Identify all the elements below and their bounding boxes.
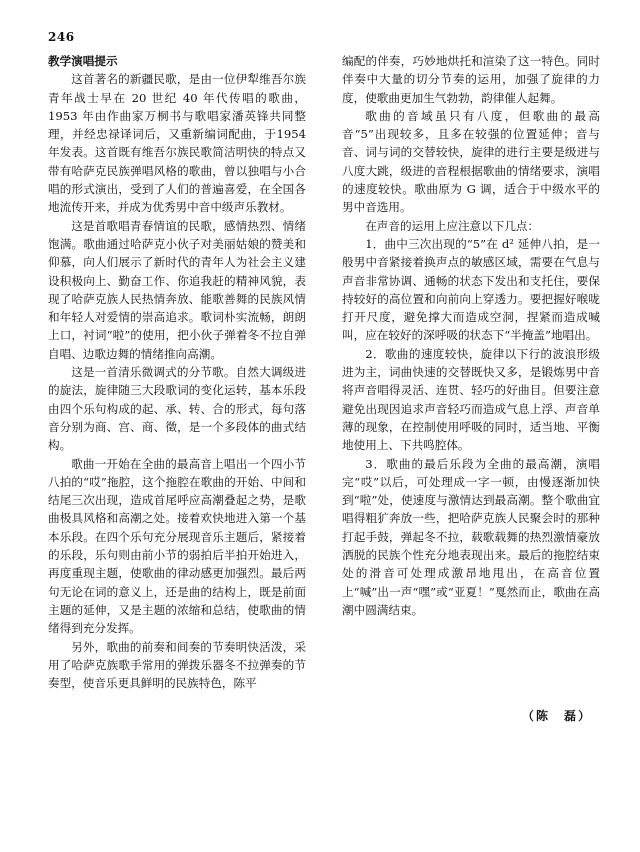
- paragraph: 2．歌曲的速度较快，旋律以下行的波浪形级进为主，词曲快速的交替既快又多，是锻炼男中音将声音唱得灵活、连贯、轻巧的好曲目。但要注意避免出现因追求声音轻巧而造成气息上浮、声音单薄的现象，在控制使用呼吸的同时，适当地、平衡地使用上、下共鸣腔体。: [342, 346, 600, 453]
- paragraph: 这首著名的新疆民歌，是由一位伊犁维吾尔族青年战士早在 20 世纪 40 年代传唱的歌曲，1953 年由作曲家万桐书与歌唱家潘英锋共同整理，并经忠禄译词后，又重新编词配曲，于1954年发表。这首既有维吾尔族民歌简洁明快的特点又带有哈萨克民族弹唱风格的歌曲，曾以独唱与小合唱的形式演出，受到了人们的普遍喜爱，在全国各地流传开来，并成为优秀男中音中级声乐教材。: [48, 72, 306, 215]
- page-number: 246: [48, 30, 75, 44]
- paragraph-continued: 编配的伴奏，巧妙地烘托和渲染了这一特色。同时伴奏中大量的切分节奏的运用，加强了旋律的力度，使歌曲更加生气勃勃，韵律催人起舞。: [342, 54, 600, 105]
- left-column: [48, 52, 306, 692]
- right-column: [342, 52, 600, 619]
- paragraph: 3．歌曲的最后乐段为全曲的最高潮，演唱完“哎”以后，可处理成一字一顿，由慢逐渐加快到“啦”处，使速度与激情达到最高潮。整个歌曲宜唱得粗犷奔放一些，把哈萨克族人民聚会时的那种打起手鼓，弹起冬不拉，载歌载舞的热烈激情豪放洒脱的民族个性充分地表现出来。最后的拖腔结束处的滑音可处理成激昂地甩出，在高音位置上“喊”出一声“嘿”或“亚夏！”戛然而止，歌曲在高潮中圆满结束。: [342, 456, 600, 617]
- paragraph: 这是一首清乐微调式的分节歌。自然大调级进的旋法，旋律随三大段歌词的变化运转，基本乐段由四个乐句构成的起、承、转、合的形式，每句落音分别为商、宫、商、徵，是一个多段体的曲式结构。: [48, 365, 306, 453]
- section-heading: 教学演唱提示: [48, 54, 118, 68]
- paragraph: 在声音的运用上应注意以下几点：: [365, 218, 540, 233]
- paragraph: 另外，歌曲的前奏和间奏的节奏明快活泼，采用了哈萨克族歌手常用的弹拨乐器冬不拉弹奏的节奏型，使音乐更具鲜明的民族特色，陈平: [48, 639, 306, 691]
- paragraph: 1．曲中三次出现的“5”在 d² 延伸八拍，是一般男中音紧接着换声点的敏感区域，需要在气息与声音非常协调、通畅的状态下发出和支托住，要保持较好的高位置和向前向上穿透力。要把握好喉咙打开尺度，避免撑大而造成空洞，捏紧而造成喊叫，应在较好的深呼吸的状态下“半掩盖”地唱出。: [342, 236, 600, 343]
- paragraph: 歌曲一开始在全曲的最高音上唱出一个四小节八拍的“哎”拖腔，这个拖腔在歌曲的开始、中间和结尾三次出现，造成首尾呼应高潮叠起之势，是歌曲极具风格和高潮之处。接着欢快地进入第一个基本乐段。在四个乐句充分展现音乐主题后，紧接着的乐段，乐句则由前小节的弱拍后半拍开始进入，再度重现主题，使歌曲的律动感更加强烈。最后两句无论在词的意义上，还是曲的结构上，既是前面主题的延伸，又是主题的浓缩和总结，使歌曲的情绪得到充分发挥。: [48, 456, 306, 636]
- author-signature: （陈 磊）: [522, 709, 593, 723]
- paragraph: 这是首歌唱青春情谊的民歌，感情热烈、情绪饱满。歌曲通过哈萨克小伙子对美丽姑娘的赞美和仰慕，向人们展示了新时代的青年人为社会主义建设积极向上、勤奋工作、你追我赶的精神风貌，表现了哈萨克族人民热情奔放、能歌善舞的民族风情和年轻人对爱情的崇高追求。歌词朴实流畅，朗朗上口，衬词“啦”的使用，把小伙子弹着冬不拉自弹自唱、边歌边舞的情绪推向高潮。: [48, 218, 306, 361]
- paragraph: 歌曲的音域虽只有八度，但歌曲的最高音“5”出现较多，且多在较强的位置延伸；音与音、词与词的交替较快，旋律的进行主要是级进与八度大跳，级进的音程根据歌曲的情绪要求，演唱的速度较快。歌曲原为 G 调，适合于中级水平的男中音选用。: [342, 108, 600, 215]
